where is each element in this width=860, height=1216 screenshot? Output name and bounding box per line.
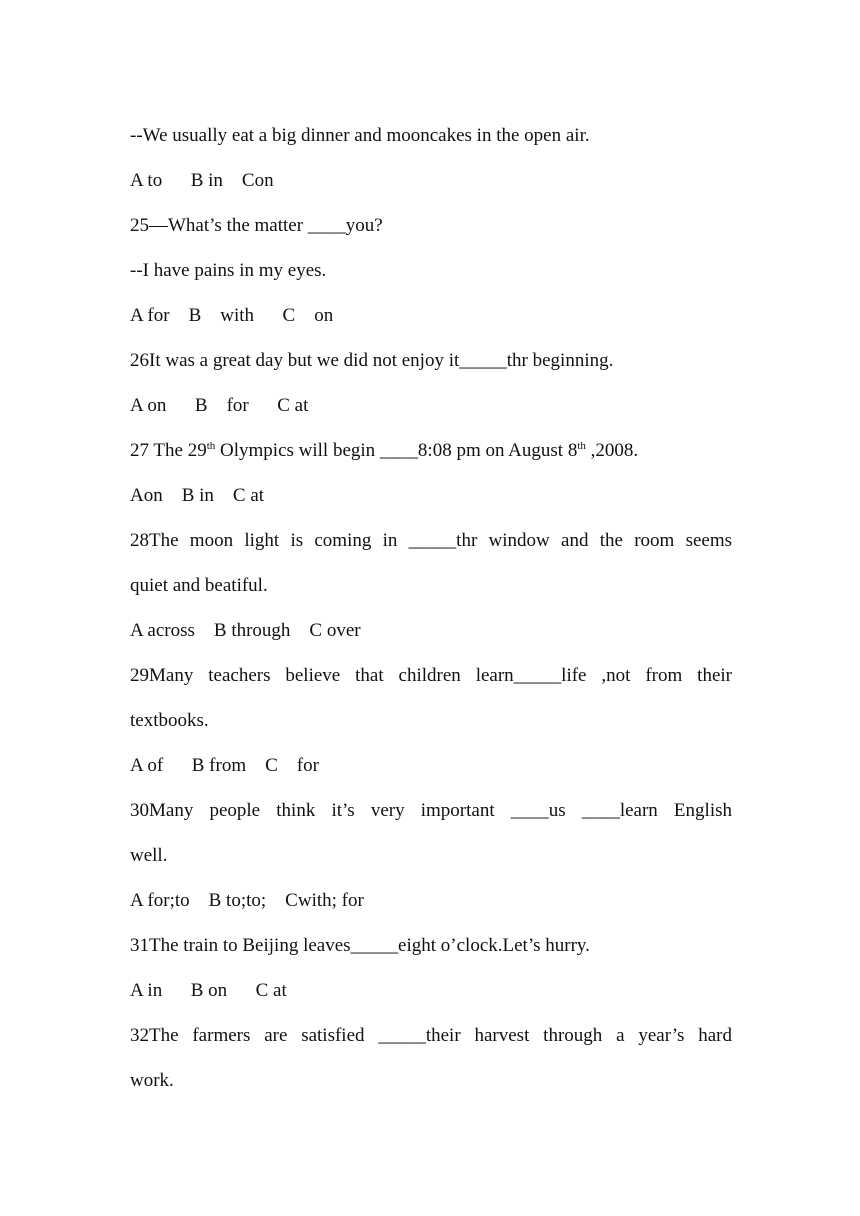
question-32-continued: work.: [130, 1070, 174, 1091]
answer-line: --We usually eat a big dinner and mooncakes in the open air.: [130, 125, 590, 146]
options-line: A to B in Con: [130, 170, 274, 191]
question-30-continued: well.: [130, 845, 168, 866]
question-25: 25—What’s the matter ____you?: [130, 215, 383, 236]
answer-line: --I have pains in my eyes.: [130, 260, 327, 281]
document-page: [130, 113, 732, 1103]
options-line: A on B for C at: [130, 395, 309, 416]
options-line: A for B with C on: [130, 305, 334, 326]
q27-text-2: Olympics will begin ____8:08 pm on August 8: [215, 440, 578, 461]
options-line: A of B from C for: [130, 755, 319, 776]
options-line: A in B on C at: [130, 980, 287, 1001]
question-28: 28The moon light is coming in _____thr window and the room seems: [130, 530, 732, 551]
q27-text-1: 27 The 29: [130, 440, 207, 461]
q27-text-3: ,2008.: [585, 440, 639, 461]
question-30: 30Many people think it’s very important ____us ____learn English: [130, 800, 732, 821]
options-line: Aon B in C at: [130, 485, 265, 506]
question-28-continued: quiet and beatiful.: [130, 575, 268, 596]
options-line: A across B through C over: [130, 620, 361, 641]
q27-superscript-1: th: [206, 440, 216, 452]
question-32: 32The farmers are satisfied _____their harvest through a year’s hard: [130, 1025, 732, 1046]
question-29-continued: textbooks.: [130, 710, 209, 731]
question-26: 26It was a great day but we did not enjoy it_____thr beginning.: [130, 350, 614, 371]
options-line: A for;to B to;to; Cwith; for: [130, 890, 364, 911]
q27-superscript-2: th: [577, 440, 586, 452]
question-27: [130, 428, 732, 473]
question-31: 31The train to Beijing leaves_____eight o’clock.Let’s hurry.: [130, 935, 590, 956]
question-29: 29Many teachers believe that children learn_____life ,not from their: [130, 665, 732, 686]
